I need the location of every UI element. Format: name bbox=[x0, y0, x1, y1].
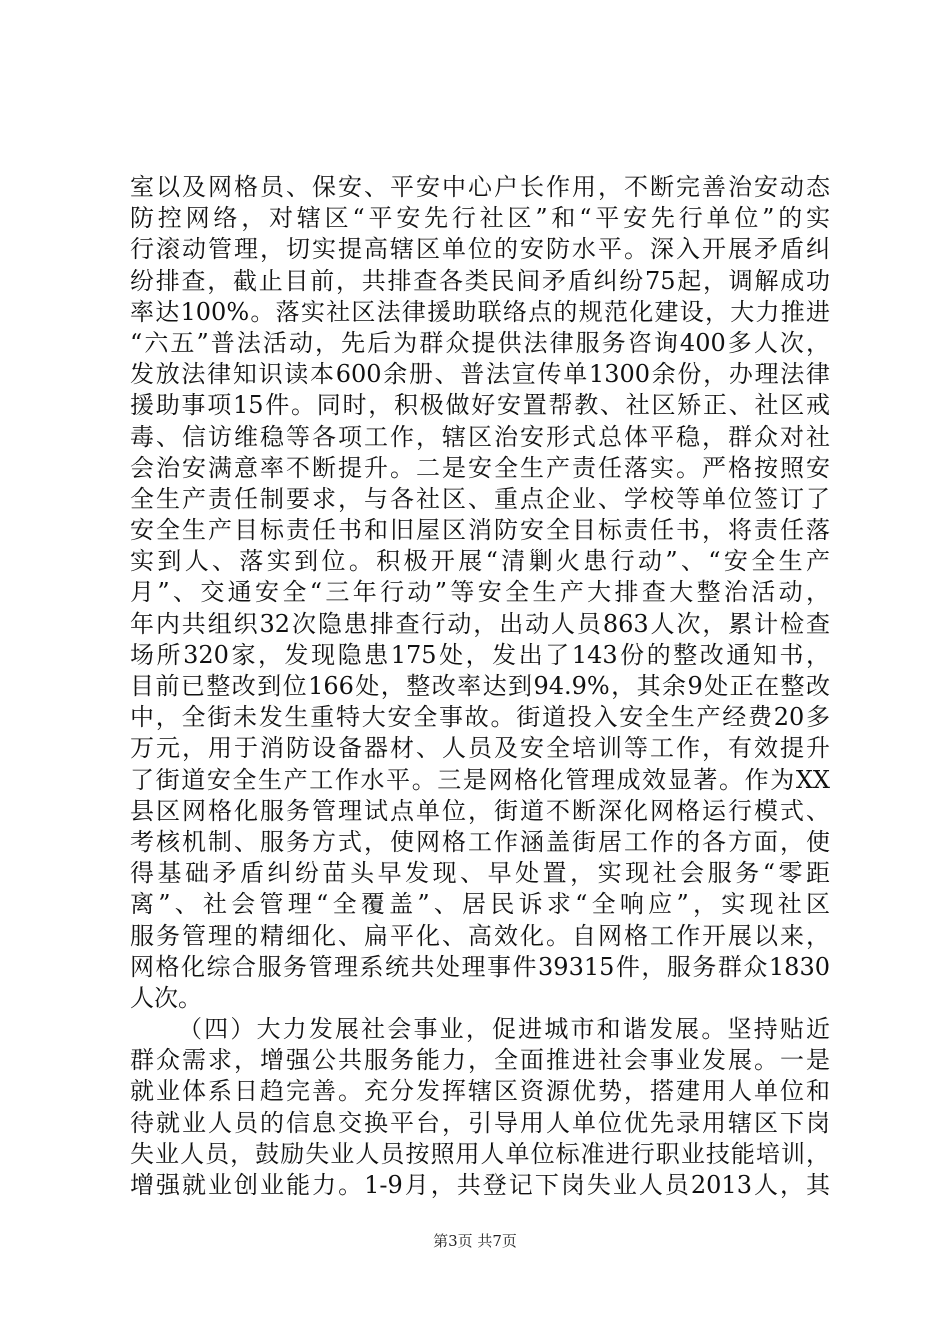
text-line: 实到人、落实到位。积极开展“清剿火患行动”、“安全生产 bbox=[130, 547, 830, 576]
text-line: 县区网格化服务管理试点单位，街道不断深化网格运行模式、 bbox=[130, 796, 830, 825]
text-line: 纷排查，截止目前，共排查各类民间矛盾纠纷75起，调解成功 bbox=[130, 266, 830, 295]
text-line: 率达100%。落实社区法律援助联络点的规范化建设，大力推进 bbox=[130, 297, 830, 326]
text-line: 场所320家，发现隐患175处，发出了143份的整改通知书， bbox=[130, 640, 830, 669]
page-footer: 第3页 共7页 bbox=[433, 1232, 517, 1250]
text-line: 月”、交通安全“三年行动”等安全生产大排查大整治活动， bbox=[130, 578, 830, 607]
text-line: 离”、社会管理“全覆盖”、居民诉求“全响应”，实现社区 bbox=[130, 890, 830, 919]
text-line: 援助事项15件。同时，积极做好安置帮教、社区矫正、社区戒 bbox=[130, 391, 830, 420]
text-line: 待就业人员的信息交换平台，引导用人单位优先录用辖区下岗 bbox=[130, 1108, 830, 1137]
text-line: 失业人员，鼓励失业人员按照用人单位标准进行职业技能培训， bbox=[130, 1139, 830, 1168]
text-line: （四）大力发展社会事业，促进城市和谐发展。坚持贴近 bbox=[178, 1015, 830, 1044]
text-line: 会治安满意率不断提升。二是安全生产责任落实。严格按照安 bbox=[130, 453, 830, 482]
text-line: “六五”普法活动，先后为群众提供法律服务咨询400多人次， bbox=[130, 328, 830, 357]
text-line: 行滚动管理，切实提高辖区单位的安防水平。深入开展矛盾纠 bbox=[130, 235, 830, 264]
text-line: 考核机制、服务方式，使网格工作涵盖街居工作的各方面，使 bbox=[130, 827, 830, 856]
text-line: 安全生产目标责任书和旧屋区消防安全目标责任书，将责任落 bbox=[130, 516, 830, 545]
text-line: 中，全街未发生重特大安全事故。街道投入安全生产经费20多 bbox=[130, 703, 830, 732]
text-line: 群众需求，增强公共服务能力，全面推进社会事业发展。一是 bbox=[130, 1046, 830, 1075]
text-line: 全生产责任制要求，与各社区、重点企业、学校等单位签订了 bbox=[130, 484, 830, 513]
text-line: 室以及网格员、保安、平安中心户长作用，不断完善治安动态 bbox=[130, 173, 830, 201]
text-line: 毒、信访维稳等各项工作，辖区治安形式总体平稳，群众对社 bbox=[130, 422, 830, 451]
text-line: 网格化综合服务管理系统共处理事件39315件，服务群众1830 bbox=[130, 952, 830, 981]
body-text bbox=[130, 172, 830, 1201]
text-line: 防控网络，对辖区“平安先行社区”和“平安先行单位”的实 bbox=[130, 204, 830, 233]
text-line: 就业体系日趋完善。充分发挥辖区资源优势，搭建用人单位和 bbox=[130, 1077, 830, 1106]
text-line: 发放法律知识读本600余册、普法宣传单1300余份，办理法律 bbox=[130, 360, 830, 389]
text-line: 得基础矛盾纠纷苗头早发现、早处置，实现社会服务“零距 bbox=[130, 859, 830, 888]
text-line: 增强就业创业能力。1-9月，共登记下岗失业人员2013人，其 bbox=[130, 1171, 830, 1199]
text-line: 服务管理的精细化、扁平化、高效化。自网格工作开展以来， bbox=[130, 921, 830, 950]
text-line: 万元，用于消防设备器材、人员及安全培训等工作，有效提升 bbox=[130, 734, 830, 763]
text-line: 目前已整改到位166处，整改率达到94.9%，其余9处正在整改 bbox=[130, 672, 830, 700]
text-line: 人次。 bbox=[130, 983, 202, 1012]
text-line: 了街道安全生产工作水平。三是网格化管理成效显著。作为XX bbox=[130, 765, 830, 794]
text-line: 年内共组织32次隐患排查行动，出动人员863人次，累计检查 bbox=[130, 609, 830, 638]
